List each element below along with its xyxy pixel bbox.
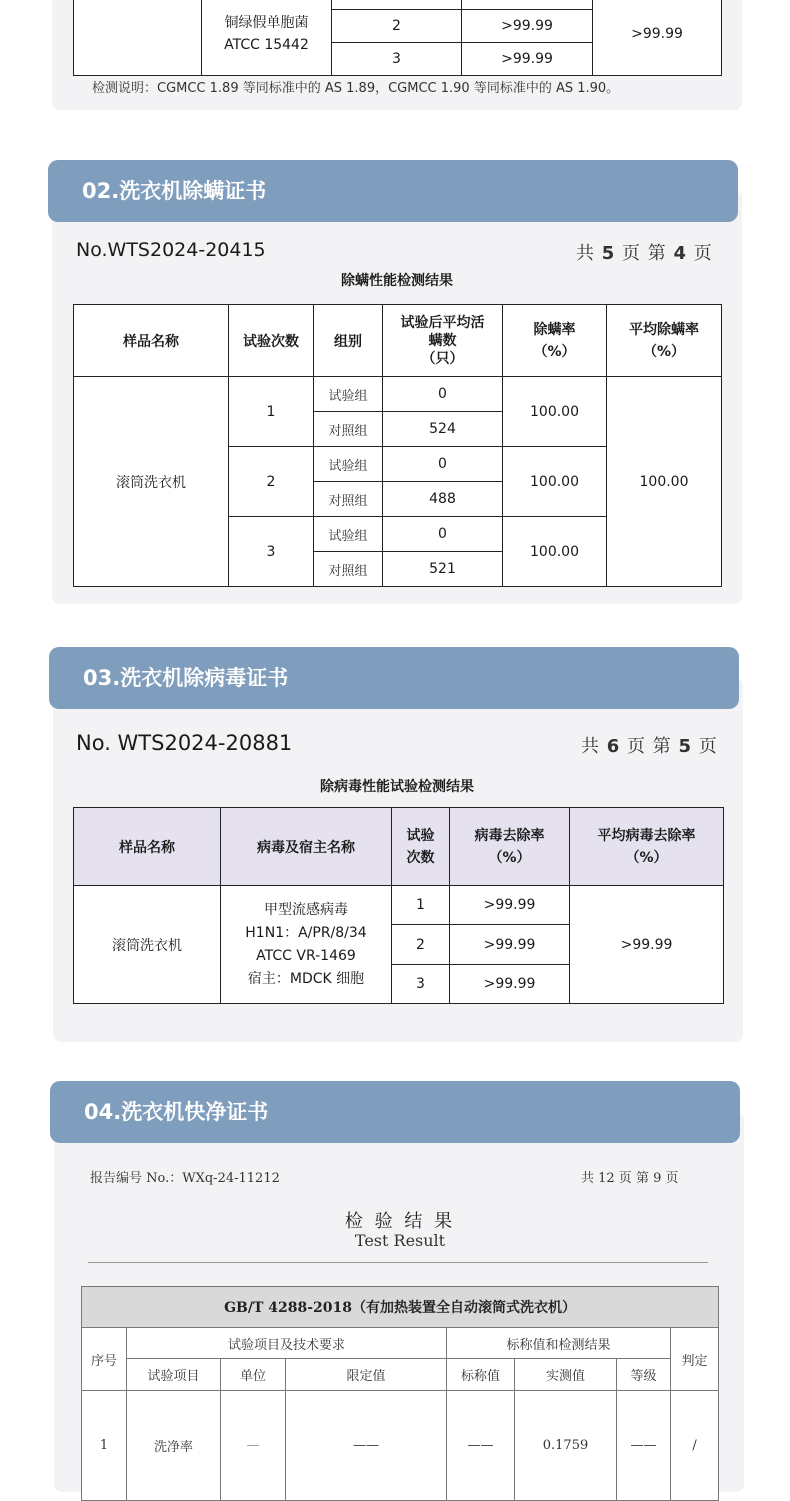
trial-number-cell: 3 <box>332 43 462 76</box>
removal-rate-cell: >99.99 <box>462 43 593 76</box>
divider <box>88 1262 708 1263</box>
header-item: 试验项目 <box>127 1359 221 1391</box>
page-total: 6 <box>606 736 621 757</box>
page-indicator <box>576 239 713 265</box>
header-avg-mites: 试验后平均活 螨数 （只） <box>383 305 503 377</box>
table-cell <box>74 0 202 76</box>
page-text: 共 <box>576 243 595 264</box>
document-number: No.WTS2024-20415 <box>76 239 266 261</box>
trial-number-cell: 3 <box>392 965 450 1004</box>
unit-cell: — <box>221 1391 286 1501</box>
page-total: 5 <box>601 243 616 264</box>
header-rate: 除螨率 （%） <box>503 305 607 377</box>
trial-number-cell: 3 <box>229 517 314 587</box>
header-sample: 样品名称 <box>74 305 229 377</box>
measured-cell: 0.1759 <box>515 1391 617 1501</box>
standard-title: GB/T 4288-2018（有加热装置全自动滚筒式洗衣机） <box>82 1287 719 1328</box>
header-virus: 病毒及宿主名称 <box>221 808 392 886</box>
result-title-cn: 检 验 结 果 <box>344 1211 456 1232</box>
group-cell: 对照组 <box>314 482 383 517</box>
page-indicator: 共 12 页 第 9 页 <box>581 1171 679 1186</box>
mite-count-cell: 0 <box>383 517 503 552</box>
removal-rate-cell: >99.99 <box>462 10 593 43</box>
header-measured: 实测值 <box>515 1359 617 1391</box>
page-current: 5 <box>678 736 692 757</box>
header-trial: 试验次数 <box>229 305 314 377</box>
page-text: 共 <box>581 736 600 757</box>
header-nominal: 标称值 <box>447 1359 515 1391</box>
average-rate-cell: >99.99 <box>593 0 722 76</box>
sample-name-cell: 滚筒洗衣机 <box>74 377 229 587</box>
table-cell <box>462 0 593 10</box>
mite-count-cell: 524 <box>383 412 503 447</box>
result-title-en: Test Result <box>354 1231 446 1250</box>
group-cell: 试验组 <box>314 517 383 552</box>
page-text: 页 第 <box>627 736 672 757</box>
trial-number-cell: 1 <box>229 377 314 447</box>
header-sample: 样品名称 <box>74 808 221 886</box>
mite-result-table <box>73 304 722 587</box>
removal-rate-cell: >99.99 <box>450 965 570 1004</box>
header-result-group: 标称值和检测结果 <box>447 1328 671 1359</box>
rate-cell: 100.00 <box>503 447 607 517</box>
strain-name-cell: 铜绿假单胞菌 ATCC 15442 <box>202 0 332 76</box>
trial-number-cell: 2 <box>229 447 314 517</box>
mite-count-cell: 488 <box>383 482 503 517</box>
document-number: No. WTS2024-20881 <box>76 731 293 755</box>
rate-cell: 100.00 <box>503 517 607 587</box>
nominal-cell: —— <box>447 1391 515 1501</box>
sample-name-cell: 滚筒洗衣机 <box>74 886 221 1004</box>
bacteria-result-table <box>73 0 722 76</box>
header-seq: 序号 <box>82 1328 127 1391</box>
table-title: 除病毒性能试验检测结果 <box>320 779 474 795</box>
mite-count-cell: 521 <box>383 552 503 587</box>
section-3-banner: 03.洗衣机除病毒证书 <box>49 647 739 709</box>
page-text: 页 第 <box>622 243 667 264</box>
washer-test-table <box>81 1286 719 1501</box>
average-rate-cell: 100.00 <box>607 377 722 587</box>
average-rate-cell: >99.99 <box>570 886 724 1004</box>
header-avg-rate: 平均病毒去除率 （%） <box>570 808 724 886</box>
removal-rate-cell: >99.99 <box>450 925 570 965</box>
removal-rate-cell: >99.99 <box>450 886 570 925</box>
page-indicator <box>581 732 718 758</box>
group-cell: 对照组 <box>314 412 383 447</box>
limit-cell: —— <box>286 1391 447 1501</box>
header-limit: 限定值 <box>286 1359 447 1391</box>
test-note: 检测说明：CGMCC 1.89 等同标准中的 AS 1.89，CGMCC 1.90 等同标准中的 AS 1.90。 <box>92 81 620 96</box>
mite-count-cell: 0 <box>383 447 503 482</box>
section-2-banner: 02.洗衣机除螨证书 <box>48 160 738 222</box>
group-cell: 试验组 <box>314 447 383 482</box>
table-title: 除螨性能检测结果 <box>341 273 453 289</box>
trial-number-cell: 1 <box>392 886 450 925</box>
header-judge: 判定 <box>671 1328 719 1391</box>
group-cell: 对照组 <box>314 552 383 587</box>
page-text: 页 <box>698 736 718 757</box>
section-4-banner: 04.洗衣机快净证书 <box>50 1081 740 1143</box>
header-rate: 病毒去除率 （%） <box>450 808 570 886</box>
seq-cell: 1 <box>82 1391 127 1501</box>
virus-host-cell: 甲型流感病毒 H1N1：A/PR/8/34 ATCC VR-1469 宿主：MDCK 细胞 <box>221 886 392 1004</box>
header-grade: 等级 <box>617 1359 671 1391</box>
header-group: 组别 <box>314 305 383 377</box>
item-cell: 洗净率 <box>127 1391 221 1501</box>
virus-result-table <box>73 807 724 1004</box>
trial-number-cell: 2 <box>332 10 462 43</box>
header-avg-rate: 平均除螨率 （%） <box>607 305 722 377</box>
judge-cell: / <box>671 1391 719 1501</box>
page-text: 页 <box>693 243 713 264</box>
header-unit: 单位 <box>221 1359 286 1391</box>
page-current: 4 <box>673 243 687 264</box>
table-cell <box>332 0 462 10</box>
mite-count-cell: 0 <box>383 377 503 412</box>
trial-number-cell: 2 <box>392 925 450 965</box>
report-number: 报告编号 No.：WXq-24-11212 <box>90 1171 280 1186</box>
group-cell: 试验组 <box>314 377 383 412</box>
header-trial: 试验 次数 <box>392 808 450 886</box>
rate-cell: 100.00 <box>503 377 607 447</box>
grade-cell: —— <box>617 1391 671 1501</box>
header-item-group: 试验项目及技术要求 <box>127 1328 447 1359</box>
